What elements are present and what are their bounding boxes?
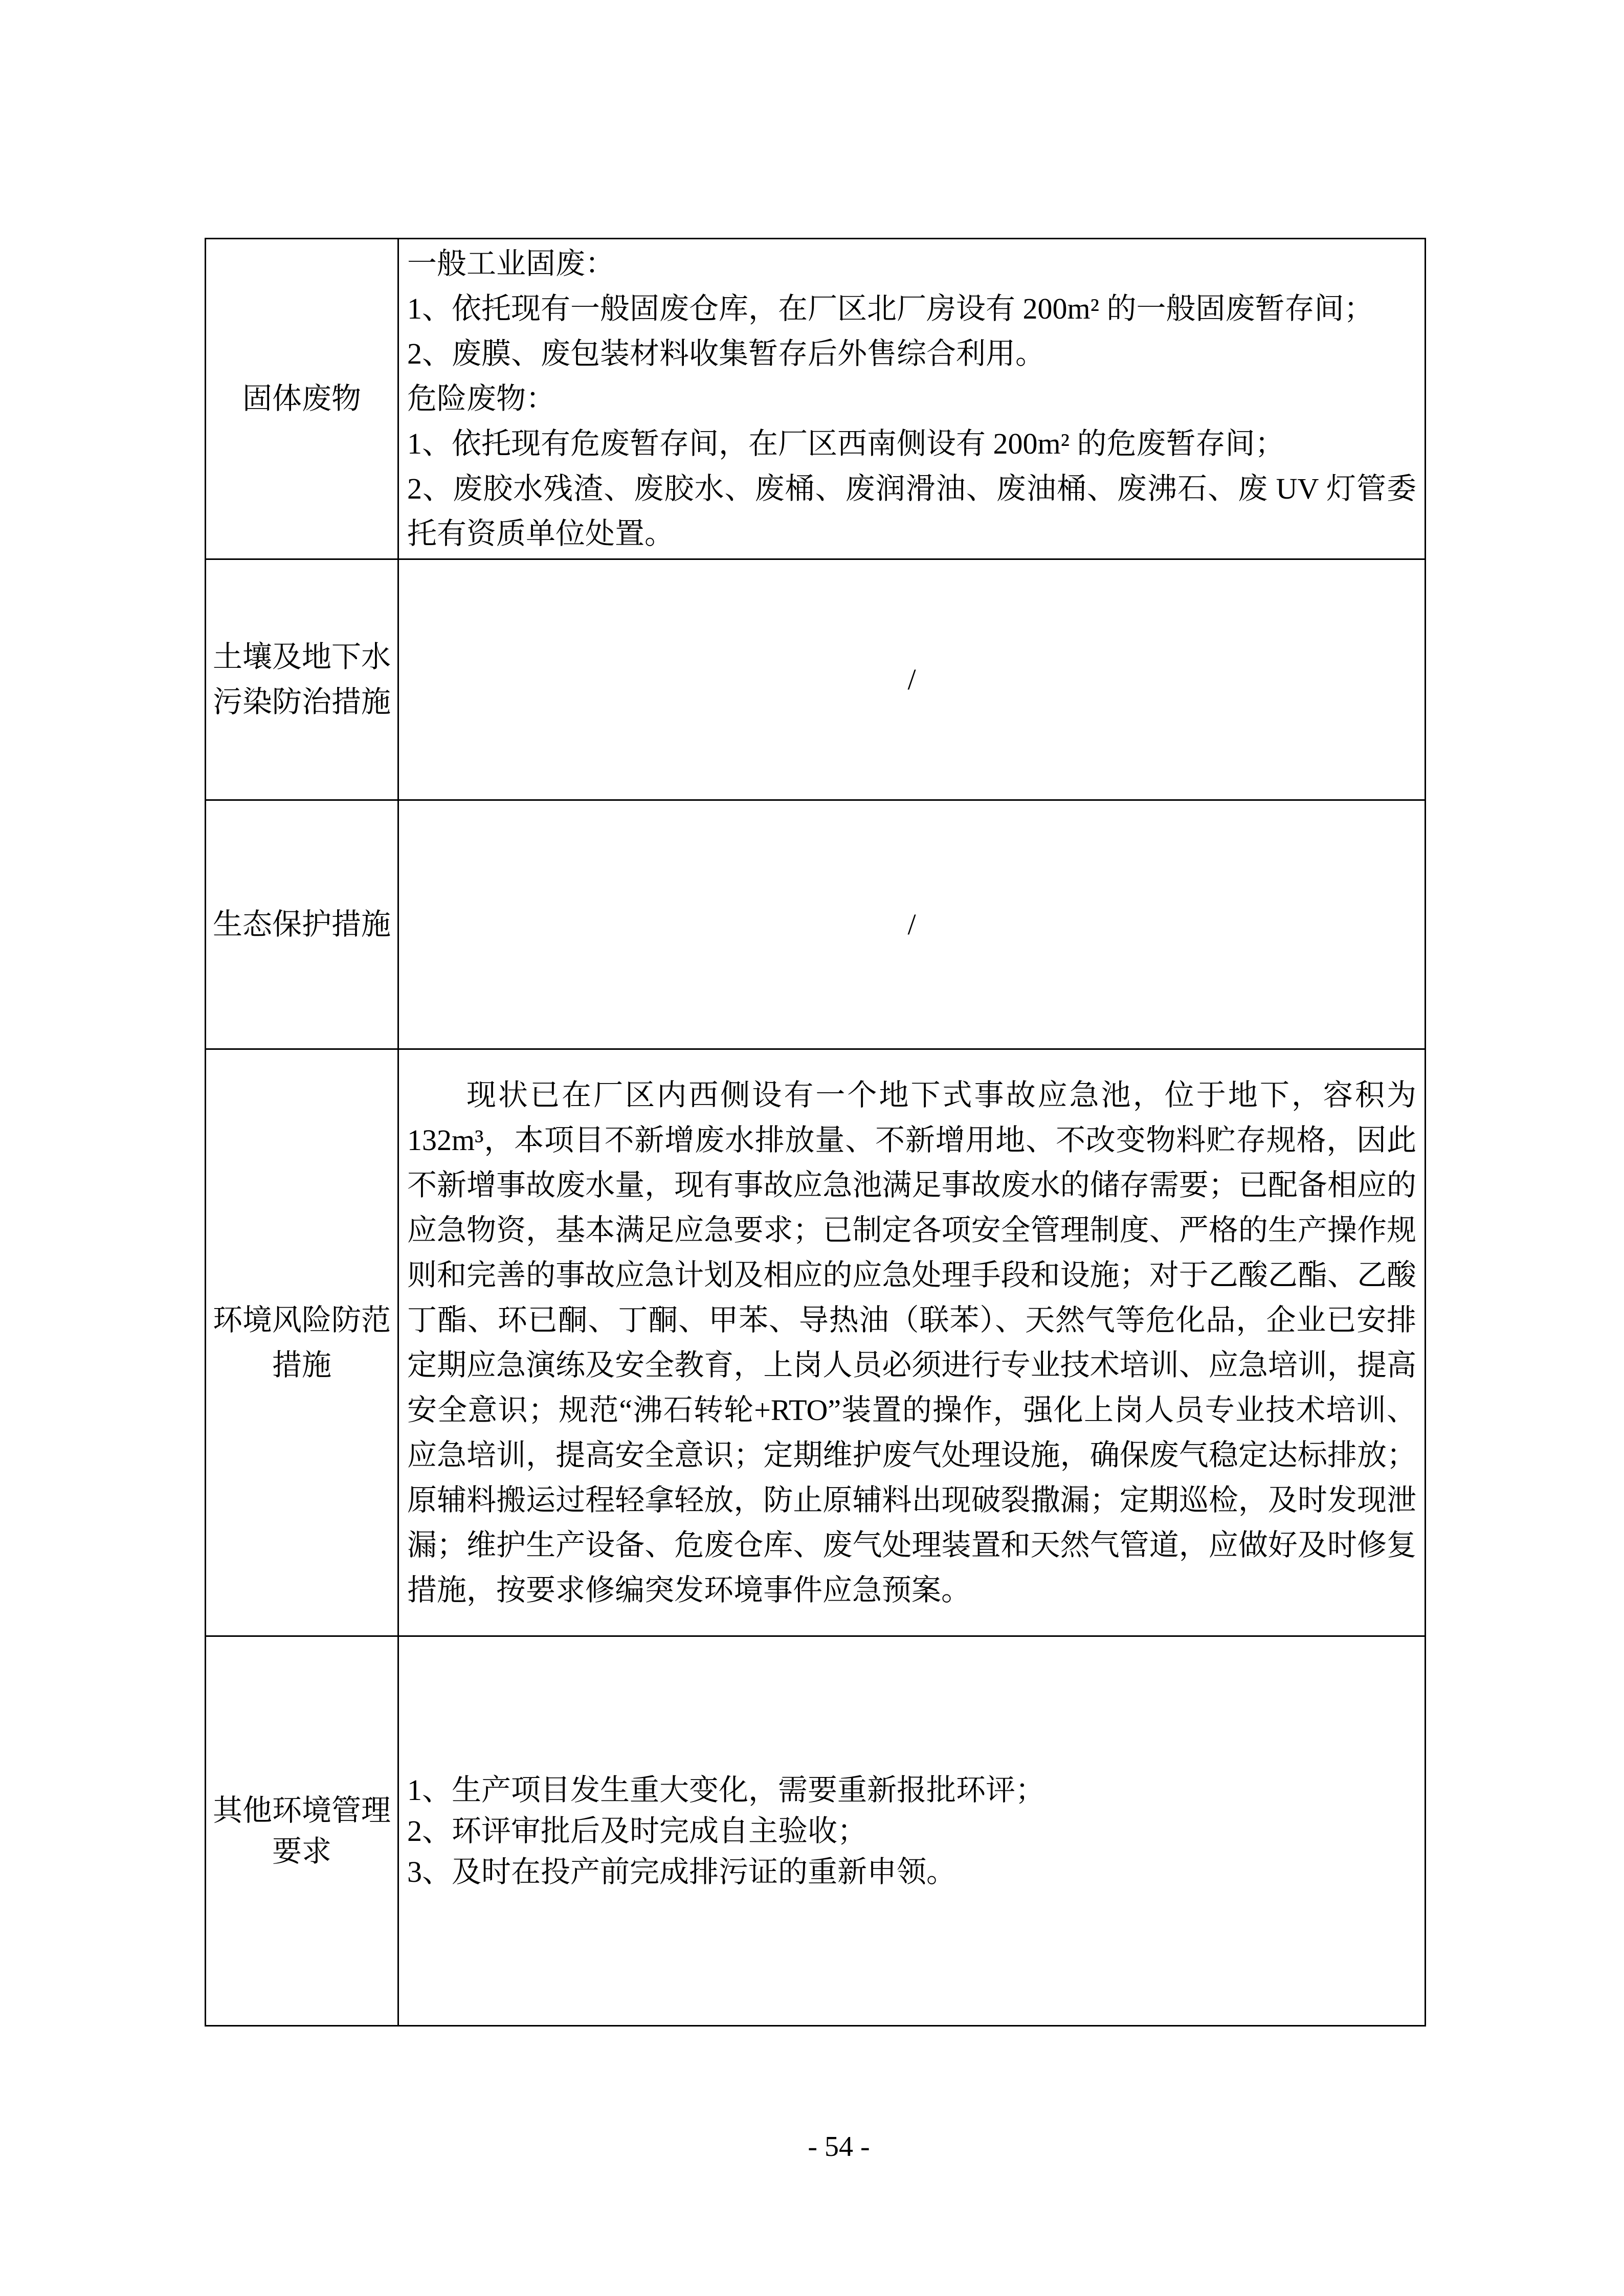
paragraph: 危险废物： [407,382,556,415]
row-content-other-requirements [398,1636,1426,2026]
paragraph: 1、生产项目发生重大变化，需要重新报批环评； [407,1773,1045,1807]
table-row-other-requirements [206,1636,1426,2026]
row-content-risk-prevention [398,1049,1426,1636]
row-label-other-requirements: 其他环境管理要求 [206,1636,398,2026]
row-content-solid-waste [398,239,1426,559]
paragraph: 2、环评审批后及时完成自主验收； [407,1814,867,1848]
paragraph: 1、依托现有危废暂存间，在厂区西南侧设有 200m² 的危废暂存间； [407,427,1285,460]
row-label-solid-waste: 固体废物 [206,239,398,559]
paragraph: 1、依托现有一般固废仓库，在厂区北厂房设有 200m² 的一般固废暂存间； [407,292,1374,325]
environment-management-table [205,238,1426,2027]
page-number: - 54 - [808,2131,870,2163]
row-label-ecology: 生态保护措施 [206,800,398,1049]
row-content-ecology: / [398,800,1426,1049]
table-row-soil-groundwater [206,559,1426,800]
table-row-risk-prevention [206,1049,1426,1636]
table-row-solid-waste [206,239,1426,559]
paragraph: 2、废胶水残渣、废胶水、废桶、废润滑油、废油桶、废沸石、废 UV 灯管委托有资质单位处置。 [407,472,1416,550]
table-row-ecology [206,800,1426,1049]
row-content-soil-groundwater: / [398,559,1426,800]
paragraph: 2、废膜、废包装材料收集暂存后外售综合利用。 [407,337,1045,370]
row-label-soil-groundwater: 土壤及地下水污染防治措施 [206,559,398,800]
paragraph: 现状已在厂区内西侧设有一个地下式事故应急池，位于地下，容积为 132m³，本项目不新增废水排放量、不新增用地、不改变物料贮存规格，因此不新增事故废水量，现有事故应急池满足事故废水的储存需要；已配备相应的应急物资，基本满足应急要求；已制定各项安全管理制度、严格的生产操作规则和完善的事故应急计划及相应的应急处理手段和设施；对于乙酸乙酯、乙酸丁酯、环已酮、丁酮、甲苯、导热油（联苯）、天然气等危化品，企业已安排定期应急演练及安全教育，上岗人员必须进行专业技术培训、应急培训，提高安全意识；规范“沸石转轮+RTO”装置的操作，强化上岗人员专业技术培训、应急培训，提高安全意识；定期维护废气处理设施，确保废气稳定达标排放；原辅料搬运过程轻拿轻放，防止原辅料出现破裂撒漏；定期巡检，及时发现泄漏；维护生产设备、危废仓库、废气处理装置和天然气管道，应做好及时修复措施，按要求修编突发环境事件应急预案。 [407,1078,1416,1607]
paragraph: 一般工业固废： [407,247,615,280]
row-label-risk-prevention: 环境风险防范措施 [206,1049,398,1636]
paragraph: 3、及时在投产前完成排污证的重新申领。 [407,1855,956,1888]
